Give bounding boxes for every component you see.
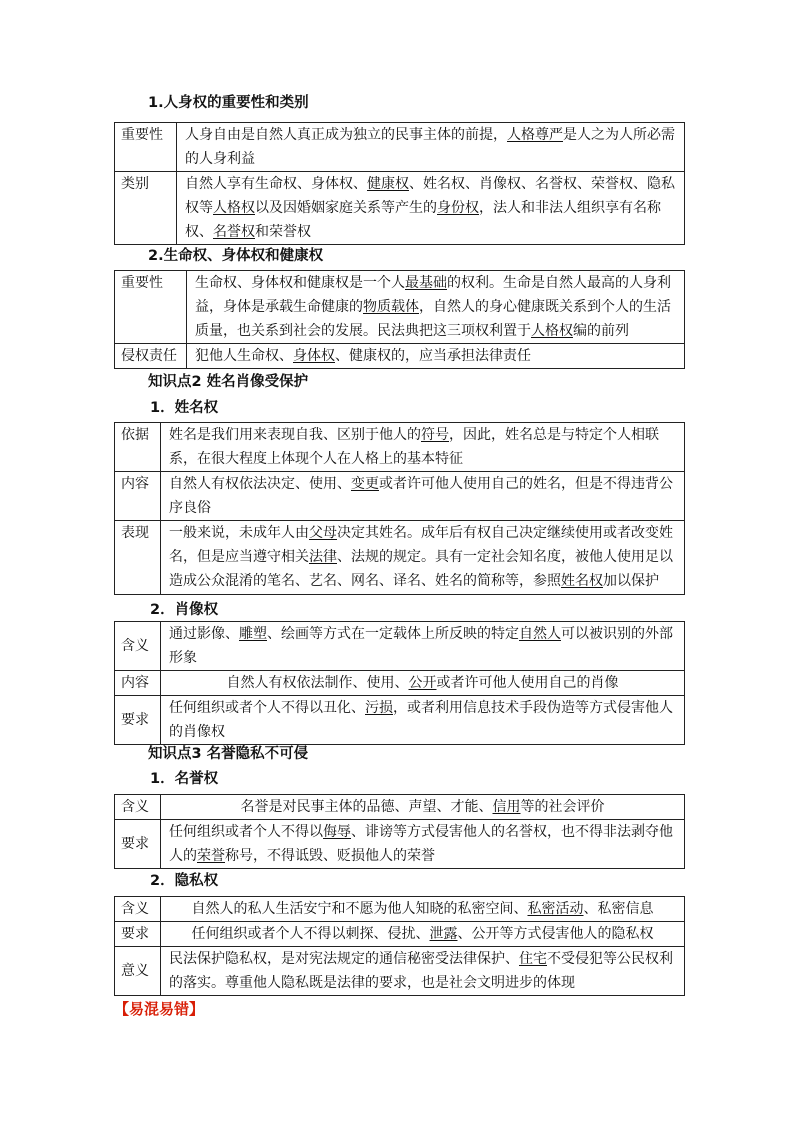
sec1-row2-label: 类别 [115, 172, 177, 245]
sec6-row3-label: 意义 [115, 947, 161, 996]
sec1-row1-label: 重要性 [115, 123, 177, 172]
sec4-row1-label: 含义 [115, 622, 161, 671]
key-term: 身份权 [437, 200, 479, 216]
key-term: 住宅 [519, 951, 547, 967]
key-term: 泄露 [429, 926, 458, 942]
sec2-row2-text: 犯他人生命权、身体权、健康权的，应当承担法律责任 [187, 344, 685, 369]
key-term: 自然人 [519, 626, 561, 642]
sec3-heading: 1．姓名权 [150, 400, 219, 416]
sec6-table [114, 896, 685, 996]
sec6-heading: 2．隐私权 [150, 873, 219, 889]
key-term: 姓名权 [561, 573, 603, 589]
key-term: 私密活动 [527, 901, 584, 917]
key-term: 侮辱 [323, 824, 351, 840]
sec4-row2-text: 自然人有权依法制作、使用、公开或者许可他人使用自己的肖像 [161, 671, 685, 696]
sec2-row2-label: 侵权责任 [115, 344, 187, 369]
sec3-row1-label: 依据 [115, 423, 161, 472]
key-term: 物质载体 [363, 299, 419, 315]
sec3-row3-label: 表现 [115, 521, 161, 595]
sec1-row1-text: 人身自由是自然人真正成为独立的民事主体的前提，人格尊严是人之为人所必需的人身利益 [177, 123, 685, 172]
sec5-row1-label: 含义 [115, 795, 161, 820]
kp2-title: 知识点2 姓名肖像受保护 [148, 374, 309, 390]
sec6-row2-label: 要求 [115, 922, 161, 947]
sec3-row1-text: 姓名是我们用来表现自我、区别于他人的符号，因此，姓名总是与特定个人相联系，在很大程度上体现个人在人格上的基本特征 [161, 423, 685, 472]
sec6-row2-text: 任何组织或者个人不得以刺探、侵扰、泄露、公开等方式侵害他人的隐私权 [161, 922, 685, 947]
key-term: 最基础 [405, 275, 447, 291]
key-term: 身体权 [293, 348, 335, 364]
key-term: 符号 [421, 427, 449, 443]
key-term: 信用 [492, 799, 521, 815]
sec3-row3-text: 一般来说，未成年人由父母决定其姓名。成年后有权自己决定继续使用或者改变姓名，但是应当遵守相关法律、法规的规定。具有一定社会知名度，被他人使用足以造成公众混淆的笔名、艺名、网名、译名、姓名的简称等，参照姓名权加以保护 [161, 521, 685, 595]
sec4-row2-label: 内容 [115, 671, 161, 696]
key-term: 人格权 [531, 323, 573, 339]
sec4-row3-label: 要求 [115, 696, 161, 745]
key-term: 父母 [309, 525, 337, 541]
sec2-row1-text: 生命权、身体权和健康权是一个人最基础的权利。生命是自然人最高的人身利益，身体是承载生命健康的物质载体，自然人的身心健康既关系到个人的生活质量，也关系到社会的发展。民法典把这三项权利置于人格权编的前列 [187, 271, 685, 344]
key-term: 雕塑 [239, 626, 267, 642]
sec2-row1-label: 重要性 [115, 271, 187, 344]
kp3-title: 知识点3 名誉隐私不可侵 [148, 746, 309, 762]
sec4-table [114, 621, 685, 745]
key-term: 人格尊严 [507, 127, 563, 143]
sec4-row3-text: 任何组织或者个人不得以丑化、污损，或者利用信息技术手段伪造等方式侵害他人的肖像权 [161, 696, 685, 745]
key-term: 名誉权 [213, 224, 255, 240]
sec3-table [114, 422, 685, 595]
sec5-heading: 1．名誉权 [150, 771, 219, 787]
sec6-row1-label: 含义 [115, 897, 161, 922]
sec1-heading: 1.人身权的重要性和类别 [148, 95, 309, 111]
sec6-row1-text: 自然人的私人生活安宁和不愿为他人知晓的私密空间、私密活动、私密信息 [161, 897, 685, 922]
confusion-banner: 【易混易错】 [114, 1000, 205, 1018]
sec5-row2-label: 要求 [115, 820, 161, 869]
sec1-table [114, 122, 685, 245]
key-term: 健康权 [367, 176, 409, 192]
key-term: 人格权 [213, 200, 255, 216]
sec4-row1-text: 通过影像、雕塑、绘画等方式在一定载体上所反映的特定自然人可以被识别的外部形象 [161, 622, 685, 671]
sec6-row3-text: 民法保护隐私权，是对宪法规定的通信秘密受法律保护、住宅不受侵犯等公民权利的落实。尊重他人隐私既是法律的要求，也是社会文明进步的体现 [161, 947, 685, 996]
sec3-row2-text: 自然人有权依法决定、使用、变更或者许可他人使用自己的姓名，但是不得违背公序良俗 [161, 472, 685, 521]
sec2-table [114, 270, 685, 369]
sec5-row2-text: 任何组织或者个人不得以侮辱、诽谤等方式侵害他人的名誉权，也不得非法剥夺他人的荣誉称号，不得诋毁、贬损他人的荣誉 [161, 820, 685, 869]
sec1-row2-text: 自然人享有生命权、身体权、健康权、姓名权、肖像权、名誉权、荣誉权、隐私权等人格权以及因婚姻家庭关系等产生的身份权，法人和非法人组织享有名称权、名誉权和荣誉权 [177, 172, 685, 245]
sec4-heading: 2．肖像权 [150, 602, 219, 618]
sec2-heading: 2.生命权、身体权和健康权 [148, 248, 324, 264]
key-term: 法律 [309, 549, 337, 565]
key-term: 荣誉 [197, 848, 225, 864]
sec5-table [114, 794, 685, 869]
sec5-row1-text: 名誉是对民事主体的品德、声望、才能、信用等的社会评价 [161, 795, 685, 820]
key-term: 污损 [365, 700, 393, 716]
sec3-row2-label: 内容 [115, 472, 161, 521]
key-term: 变更 [351, 476, 379, 492]
key-term: 公开 [408, 675, 437, 691]
